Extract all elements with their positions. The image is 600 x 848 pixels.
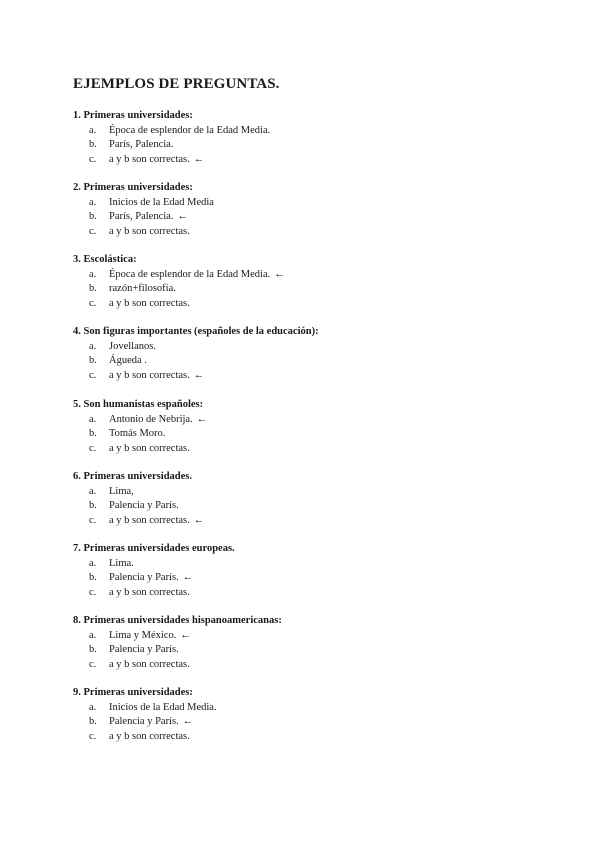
- question-title: [73, 686, 553, 701]
- option-letter: c .: [89, 730, 96, 745]
- answer-option: [73, 658, 553, 673]
- option-letter: c .: [89, 369, 96, 384]
- answer-option: [73, 297, 553, 312]
- correct-answer-arrow-icon: ←: [196, 413, 208, 425]
- question-block: [73, 398, 553, 456]
- option-text: Inicios de la Edad Media.: [109, 701, 217, 713]
- option-text: a y b son correctas.: [109, 514, 190, 526]
- option-text: Inicios de la Edad Media: [109, 196, 214, 208]
- question-text: Primeras universidades:: [83, 110, 193, 121]
- answer-option: [73, 571, 553, 586]
- option-letter: c .: [89, 442, 96, 457]
- question-number: 5 .: [73, 399, 84, 410]
- option-text: a y b son correctas.: [109, 369, 190, 381]
- option-text: a y b son correctas.: [109, 442, 190, 454]
- option-text: Tomás Moro.: [109, 428, 166, 439]
- option-text: a y b son correctas.: [109, 586, 190, 598]
- question-text: Primeras universidades:: [83, 687, 193, 698]
- option-text: París, Palencia.: [109, 139, 174, 150]
- correct-answer-arrow-icon: ←: [180, 629, 191, 641]
- question-text: Primeras universidades hispanoamericanas:: [83, 615, 282, 626]
- answer-option: [73, 413, 553, 428]
- option-letter: b .: [89, 427, 97, 442]
- option-letter: c .: [89, 658, 96, 673]
- option-text: Época de esplendor de la Edad Media.: [109, 124, 271, 136]
- option-text: a y b son correctas.: [109, 225, 190, 237]
- question-block: [73, 325, 553, 383]
- answer-option: [73, 629, 553, 644]
- question-number: 3 .: [73, 254, 84, 265]
- option-letter: b .: [89, 499, 97, 514]
- question-title: [73, 109, 553, 124]
- option-text: París, Palencia.: [109, 211, 174, 222]
- correct-answer-arrow-icon: ←: [182, 572, 194, 583]
- option-letter: b .: [89, 282, 97, 297]
- option-text: a y b son correctas.: [109, 730, 190, 742]
- question-number: 2 .: [73, 182, 84, 193]
- answer-option: [73, 715, 553, 730]
- option-text: Lima y México.: [109, 629, 177, 641]
- answer-option: [73, 138, 553, 153]
- answer-option: [73, 354, 553, 369]
- option-letter: b .: [89, 354, 97, 369]
- answer-option: [73, 643, 553, 658]
- question-title: [73, 542, 553, 557]
- question-number: 7 .: [73, 543, 84, 554]
- option-text: Jovellanos.: [109, 340, 156, 352]
- answer-option: [73, 210, 553, 225]
- option-text: Palencia y París.: [109, 716, 179, 727]
- question-number: 9 .: [73, 687, 84, 698]
- option-text: Palencia y París.: [109, 500, 179, 511]
- answer-option: [73, 557, 553, 572]
- option-text: a y b son correctas.: [109, 297, 190, 309]
- question-title: [73, 253, 553, 268]
- option-text: Águeda .: [109, 355, 147, 366]
- option-letter: a .: [89, 413, 96, 428]
- question-block: [73, 686, 553, 744]
- question-block: [73, 109, 553, 167]
- option-letter: c .: [89, 586, 96, 601]
- answer-option: [73, 514, 553, 529]
- option-letter: a .: [89, 557, 96, 572]
- option-text: Lima,: [109, 485, 134, 497]
- answer-option: [73, 586, 553, 601]
- correct-answer-arrow-icon: ←: [274, 268, 285, 280]
- option-text: Palencia y París.: [109, 644, 179, 655]
- option-text: Palencia y París.: [109, 572, 179, 583]
- answer-option: [73, 124, 553, 139]
- option-letter: c .: [89, 514, 96, 529]
- question-text: Primeras universidades europeas.: [83, 543, 235, 554]
- option-letter: a .: [89, 340, 96, 355]
- document-title: EJEMPLOS DE PREGUNTAS.: [73, 76, 280, 92]
- question-text: Primeras universidades.: [83, 471, 192, 482]
- question-title: [73, 470, 553, 485]
- correct-answer-arrow-icon: ←: [193, 153, 205, 165]
- question-block: [73, 470, 553, 528]
- option-text: a y b son correctas.: [109, 658, 190, 670]
- option-letter: a .: [89, 196, 96, 211]
- answer-option: [73, 499, 553, 514]
- question-title: [73, 325, 553, 340]
- question-title: [73, 181, 553, 196]
- option-letter: a .: [89, 701, 96, 716]
- answer-option: [73, 730, 553, 745]
- option-letter: b .: [89, 643, 97, 658]
- option-letter: c .: [89, 297, 96, 312]
- option-letter: c .: [89, 153, 96, 168]
- option-letter: a .: [89, 124, 96, 139]
- option-letter: a .: [89, 485, 96, 500]
- answer-option: [73, 701, 553, 716]
- option-letter: b .: [89, 571, 97, 586]
- answer-option: [73, 268, 553, 283]
- question-block: [73, 181, 553, 239]
- answer-option: [73, 282, 553, 297]
- question-number: 8 .: [73, 615, 84, 626]
- answer-option: [73, 485, 553, 500]
- option-text: razón+filosofía.: [109, 283, 176, 294]
- option-text: Antonio de Nebrija.: [109, 413, 193, 425]
- answer-option: [73, 340, 553, 355]
- option-letter: c .: [89, 225, 96, 240]
- question-number: 6 .: [73, 471, 84, 482]
- correct-answer-arrow-icon: ←: [193, 514, 205, 526]
- question-title: [73, 614, 553, 629]
- question-number: 4 .: [73, 326, 84, 337]
- option-text: Época de esplendor de la Edad Media.: [109, 268, 271, 280]
- option-letter: a .: [89, 629, 96, 644]
- correct-answer-arrow-icon: ←: [193, 369, 205, 381]
- question-block: [73, 542, 553, 600]
- question-block: [73, 614, 553, 672]
- answer-option: [73, 196, 553, 211]
- option-letter: b .: [89, 715, 97, 730]
- option-text: Lima.: [109, 557, 134, 569]
- option-text: a y b son correctas.: [109, 153, 190, 165]
- option-letter: b .: [89, 138, 97, 153]
- question-text: Primeras universidades:: [83, 182, 193, 193]
- question-block: [73, 253, 553, 311]
- answer-option: [73, 427, 553, 442]
- option-letter: a .: [89, 268, 96, 283]
- correct-answer-arrow-icon: ←: [182, 716, 194, 727]
- question-title: [73, 398, 553, 413]
- answer-option: [73, 442, 553, 457]
- option-letter: b .: [89, 210, 97, 225]
- answer-option: [73, 225, 553, 240]
- question-text: Son figuras importantes (españoles de la educación):: [83, 326, 319, 337]
- answer-option: [73, 369, 553, 384]
- question-text: Son humanistas españoles:: [83, 399, 204, 410]
- answer-option: [73, 153, 553, 168]
- question-number: 1 .: [73, 110, 84, 121]
- correct-answer-arrow-icon: ←: [177, 211, 188, 222]
- question-text: Escolástica:: [83, 254, 137, 265]
